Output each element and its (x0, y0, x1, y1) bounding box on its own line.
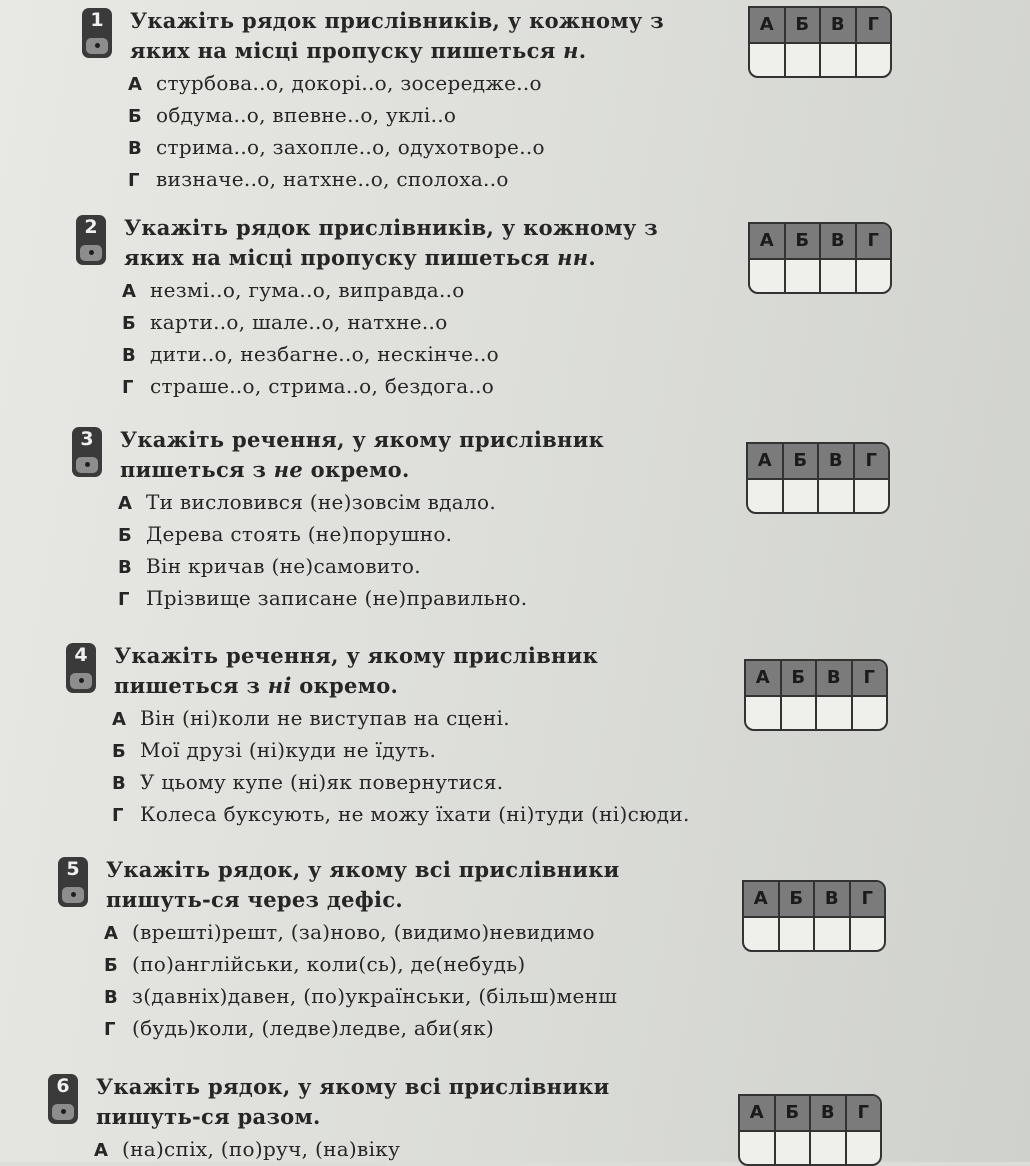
answer-grid-2 (748, 222, 892, 294)
question-prompt (106, 855, 706, 915)
option-letter: В (104, 987, 119, 1008)
grid-letter-v: В (819, 444, 855, 478)
answer-cell-v[interactable] (821, 44, 857, 76)
grid-letter-a: А (744, 882, 780, 916)
prompt-tail: окремо. (303, 457, 410, 482)
option-text: (на)спіх, (по)руч, (на)віку (122, 1137, 401, 1161)
answer-cell-g[interactable] (857, 260, 891, 292)
option-b (122, 307, 1016, 339)
prompt-text: Укажіть рядок прислівників, у кожному з яких на місці пропуску пишеться (130, 8, 664, 63)
option-letter: Г (118, 589, 130, 610)
answer-grid-header (740, 1096, 880, 1132)
grid-letter-v: В (811, 1096, 847, 1130)
answer-grid-header (750, 224, 890, 260)
question-number-badge (66, 643, 96, 693)
grid-letter-g: Г (867, 14, 879, 35)
option-text: Колеса буксують, не можу їхати (ні)туди (ні)сюди. (140, 802, 690, 826)
answer-grid-cells (750, 260, 890, 292)
grid-letter-a: А (750, 224, 786, 258)
grid-letter-b: Б (782, 661, 818, 695)
grid-letter-g: Г (865, 450, 877, 471)
option-text: Мої друзі (ні)куди не їдуть. (140, 738, 437, 762)
answer-grid-cells (744, 918, 884, 950)
answer-cell-g[interactable] (855, 480, 889, 512)
question-number-badge (76, 215, 106, 265)
question-number-badge (72, 427, 102, 477)
question-number: 1 (90, 9, 104, 31)
question-number: 6 (56, 1075, 70, 1097)
option-text: (по)англійськи, коли(сь), де(небудь) (132, 952, 526, 976)
option-letter: В (112, 773, 127, 794)
option-text: незмі..о, гума..о, виправда..о (150, 278, 465, 302)
answer-grid-cells (748, 480, 888, 512)
grid-letter-b: Б (784, 444, 820, 478)
prompt-emphasis: ні (267, 673, 292, 698)
grid-letter-g: Г (863, 667, 875, 688)
option-letter: А (122, 281, 137, 302)
option-b (128, 100, 1022, 132)
option-text: Він (ні)коли не виступав на сцені. (140, 706, 510, 730)
option-v (104, 981, 998, 1013)
difficulty-dot-icon (86, 38, 108, 54)
option-text: Дерева стоять (не)порушно. (146, 522, 453, 546)
option-letter: Г (104, 1019, 116, 1040)
option-text: обдума..о, впевне..о, уклі..о (156, 103, 457, 127)
option-b (104, 949, 998, 981)
prompt-emphasis: н (563, 38, 579, 63)
option-g (112, 799, 1006, 831)
option-v (122, 339, 1016, 371)
answer-cell-g[interactable] (847, 1132, 881, 1164)
option-text: Він кричав (не)самовито. (146, 554, 421, 578)
option-letter: Г (128, 170, 140, 191)
answer-grid-header (746, 661, 886, 697)
question-number-badge (58, 857, 88, 907)
question-number: 4 (74, 644, 88, 666)
answer-cell-a[interactable] (750, 44, 786, 76)
prompt-text: Укажіть рядок, у якому всі прислівники пишуть-ся разом. (96, 1074, 610, 1129)
difficulty-dot-icon (76, 457, 98, 473)
question-number: 5 (66, 858, 80, 880)
answer-grid-6 (738, 1094, 882, 1166)
answer-cell-v[interactable] (817, 697, 853, 729)
option-text: Прізвище записане (не)правильно. (146, 586, 528, 610)
option-letter: Б (118, 525, 133, 546)
option-g (118, 583, 1012, 615)
answer-grid-1 (748, 6, 892, 78)
option-text: страше..о, стрима..о, бездога..о (150, 374, 495, 398)
option-v (128, 132, 1022, 164)
option-letter: Б (122, 313, 137, 334)
answer-grid-5 (742, 880, 886, 952)
question-number: 3 (80, 428, 94, 450)
option-v (118, 551, 1012, 583)
question-number-badge (82, 8, 112, 58)
option-letter: Б (112, 741, 127, 762)
answer-cell-a[interactable] (748, 480, 784, 512)
option-letter: А (112, 709, 127, 730)
option-b (112, 735, 1006, 767)
grid-letter-v: В (817, 661, 853, 695)
grid-letter-b: Б (786, 224, 822, 258)
answer-cell-g[interactable] (853, 697, 887, 729)
option-text: (будь)коли, (ледве)ледве, аби(як) (132, 1016, 495, 1040)
answer-grid-header (750, 8, 890, 44)
question-prompt (120, 425, 720, 485)
option-letter: В (128, 138, 143, 159)
answer-cell-b[interactable] (786, 44, 822, 76)
answer-grid-3 (746, 442, 890, 514)
option-g (128, 164, 1022, 196)
options-list (128, 68, 1022, 196)
option-text: карти..о, шале..о, натхне..о (150, 310, 448, 334)
option-letter: А (118, 493, 133, 514)
prompt-tail: окремо. (291, 673, 399, 698)
grid-letter-a: А (740, 1096, 776, 1130)
answer-cell-b[interactable] (780, 918, 816, 950)
grid-letter-b: Б (786, 8, 822, 42)
option-text: визначе..о, натхне..о, сполоха..о (156, 167, 509, 191)
answer-cell-v[interactable] (811, 1132, 847, 1164)
difficulty-dot-icon (52, 1104, 74, 1120)
answer-grid-cells (740, 1132, 880, 1164)
option-letter: Б (128, 106, 143, 127)
grid-letter-v: В (821, 8, 857, 42)
answer-grid-header (748, 444, 888, 480)
option-letter: В (118, 557, 133, 578)
answer-grid-4 (744, 659, 888, 731)
prompt-emphasis: не (273, 457, 304, 482)
option-text: У цьому купе (ні)як повернутися. (140, 770, 504, 794)
grid-letter-g: Г (857, 1102, 869, 1123)
answer-cell-a[interactable] (744, 918, 780, 950)
question-prompt (96, 1072, 696, 1132)
answer-cell-b[interactable] (784, 480, 820, 512)
option-letter: Г (112, 805, 124, 826)
answer-cell-a[interactable] (740, 1132, 776, 1164)
grid-letter-a: А (746, 661, 782, 695)
prompt-tail: . (588, 245, 596, 270)
prompt-tail: . (578, 38, 587, 63)
prompt-text: Укажіть рядок, у якому всі прислівники пишуть-ся через дефіс. (106, 857, 620, 912)
option-text: (врешті)решт, (за)ново, (видимо)невидимо (132, 920, 595, 944)
answer-cell-b[interactable] (782, 697, 818, 729)
answer-cell-g[interactable] (851, 918, 885, 950)
grid-letter-b: Б (776, 1096, 812, 1130)
answer-grid-cells (746, 697, 886, 729)
option-letter: Б (104, 955, 119, 976)
option-text: з(давніх)давен, (по)українськи, (більш)менш (132, 984, 618, 1008)
grid-letter-v: В (815, 882, 851, 916)
difficulty-dot-icon (80, 245, 102, 261)
option-b (118, 519, 1012, 551)
difficulty-dot-icon (70, 673, 92, 689)
options-list (122, 275, 1016, 403)
answer-cell-g[interactable] (857, 44, 891, 76)
question-number: 2 (84, 216, 98, 238)
answer-cell-v[interactable] (815, 918, 851, 950)
grid-letter-v: В (821, 224, 857, 258)
option-letter: А (94, 1140, 109, 1161)
prompt-text: Укажіть рядок прислівників, у кожному з яких на місці пропуску пишеться (124, 215, 658, 270)
option-g (104, 1013, 998, 1045)
question-prompt (124, 213, 724, 273)
grid-letter-g: Г (867, 230, 879, 251)
question-prompt (130, 6, 730, 66)
answer-cell-a[interactable] (746, 697, 782, 729)
option-letter: А (128, 74, 143, 95)
answer-cell-v[interactable] (821, 260, 857, 292)
question-number-badge (48, 1074, 78, 1124)
answer-grid-cells (750, 44, 890, 76)
option-g (122, 371, 1016, 403)
prompt-text: Укажіть речення, у якому прислівник пишеться з (120, 427, 605, 482)
answer-grid-header (744, 882, 884, 918)
grid-letter-b: Б (780, 882, 816, 916)
option-text: Ти висловився (не)зовсім вдало. (146, 490, 496, 514)
option-text: стрима..о, захопле..о, одухотворе..о (156, 135, 545, 159)
option-text: стурбова..о, докорі..о, зосередже..о (156, 71, 542, 95)
answer-cell-a[interactable] (750, 260, 786, 292)
grid-letter-g: Г (861, 888, 873, 909)
option-text: дити..о, незбагне..о, нескінче..о (150, 342, 499, 366)
difficulty-dot-icon (62, 887, 84, 903)
prompt-emphasis: нн (557, 245, 589, 270)
grid-letter-a: А (748, 444, 784, 478)
option-letter: А (104, 923, 119, 944)
answer-cell-v[interactable] (819, 480, 855, 512)
option-v (112, 767, 1006, 799)
option-letter: Г (122, 377, 134, 398)
answer-cell-b[interactable] (786, 260, 822, 292)
option-letter: В (122, 345, 137, 366)
answer-cell-b[interactable] (776, 1132, 812, 1164)
prompt-text: Укажіть речення, у якому прислівник пишеться з (114, 643, 599, 698)
grid-letter-a: А (750, 8, 786, 42)
question-prompt (114, 641, 714, 701)
